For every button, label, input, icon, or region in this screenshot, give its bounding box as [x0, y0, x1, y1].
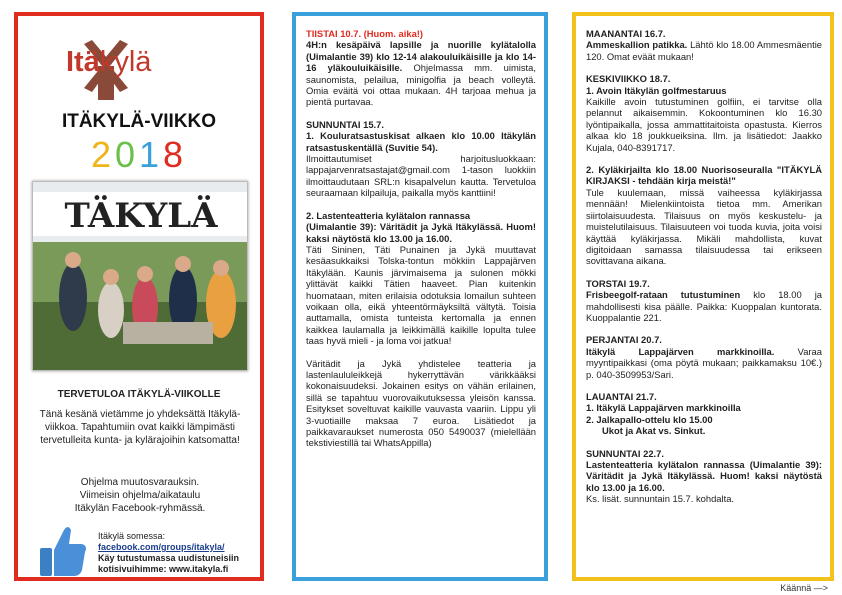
event-subtitle: Ukot ja Akat vs. Sinkut. — [602, 425, 706, 437]
program-panel-1 — [292, 12, 548, 581]
change-notice — [30, 476, 250, 515]
event-description: Täti Sininen, Täti Punainen ja Jykä muuttavat kesäasukkaiksi Tolska-tontun mökkiin Lappajärven Itäkylään. Kaunis järvimaisema ja sulonen mökki ylittävät kaikki Tätien haaveet. Pian kuitenkin huomataan, miten erilaisia odotuksia lomailun suhteen voikaan olla, eikä yhteentörmäyksiltä vältytä. Toisia auttamalla, omista tunteista kertomalla ja ennen kaikkea laulamalla ja leikkimällä kaikille lopulta tulee taas hyvä mieli - ja loma voi jatkua! — [306, 243, 536, 347]
social-info — [98, 531, 258, 575]
event-sunday-3 — [586, 448, 822, 505]
year-digits — [18, 134, 260, 176]
year-digit: 8 — [163, 134, 188, 175]
event-thursday — [586, 278, 822, 324]
event-wednesday-2 — [586, 164, 822, 267]
event-description: Varaa myyntipaikkasi (oma pöytä mukaan; paikkamaksu 10€.) p. 040-3509953/Sari. — [586, 345, 822, 380]
event-title: Itäkylä Lappajärven markkinoilla. — [586, 345, 775, 357]
welcome-text: Tänä kesänä vietämme jo yhdeksättä Itäkylä-viikkoa. Tapahtumiin ovat kaikki lämpimästi tervetulleita kunta- ja kylärajoihin katsomatta! — [39, 409, 241, 446]
event-description: Tule kuulemaan, missä vaiheessa kyläkirjassa mennään! Mielenkiintoista tietoa mm. Amerikan siirtolaisuudesta. Tilaisuus on myös keskustelu- ja muistelutilaisuus. Tilaisuuteen voi tuoda kuvia, joita voisi käyttää kyläkirjassa. Mikäli mahdollista, kuvat digitoidaan samassa tilaisuudessa tai erikseen sovittavana aikana. — [586, 186, 822, 267]
photo-banner-text: TÄKYLÄ — [64, 196, 218, 236]
event-description: Ilmoittautumiset harjoitusluokkaan: lappajarvenratsastajat@gmail.com 1-tason luokkiin ilmoittaudutaan SRL:n kisapalvelun kautta. Tervetuloa seuraamaan kilpailuja, paikalla myös kanttiini! — [306, 153, 536, 199]
year-digit: 1 — [139, 134, 164, 175]
event-description: Kaikille avoin tutustuminen golfiin, ei tarvitse olla pelannut aikaisemmin. Kokoontuminen klo 16.30 lyöntipaikalla, jossa ammattitaitoista opastusta. Kierros alkaa klo 18 joukkueiksina. Ilm. ja lisätiedot: Jaakko Kujala, 040-8391717. — [586, 96, 822, 153]
change-line: Itäkylän Facebook-ryhmässä. — [74, 503, 206, 514]
event-wednesday — [586, 73, 822, 153]
event-sunday-2-more — [306, 358, 536, 449]
event-sunday-2 — [306, 210, 536, 347]
social-heading: Itäkylä somessa: — [98, 531, 166, 541]
year-digit: 0 — [114, 134, 139, 175]
website-link[interactable]: kotisivuihimme: www.itakyla.fi — [98, 564, 229, 574]
event-title: 2. Jalkapallo-ottelu klo 15.00 — [586, 413, 713, 425]
change-line: Ohjelma muutosvarauksin. — [80, 477, 200, 488]
event-date: TORSTAI 19.7. — [586, 277, 650, 289]
welcome-heading: TERVETULOA ITÄKYLÄ-VIIKOLLE — [57, 389, 221, 400]
event-title: 1. Kouluratsastuskisat alkaen klo 10.00 Itäkylän ratsastuskentällä (Suvitie 54). — [306, 130, 536, 153]
program-column-2 — [586, 28, 822, 516]
logo-rest-text: kylä — [99, 46, 152, 78]
event-photo — [32, 181, 248, 371]
turn-page-note: Käännä —> — [780, 583, 828, 593]
event-title: Lastenteatteria kylätalon rannassa (Uimalantie 39): Väritädit ja Jykä Itäkylässä. Huom! kaksi näytöstä klo 13.00 ja 16.00. — [586, 459, 822, 493]
event-date: TIISTAI 10.7. (Huom. aika!) — [306, 28, 424, 39]
event-title: 2. Kyläkirjailta klo 18.00 Nuorisoseuralla "ITÄKYLÄ KIRJAKSI - tehdään kirja meistä!" — [586, 164, 822, 187]
event-date: PERJANTAI 20.7. — [586, 334, 662, 346]
event-saturday — [586, 391, 822, 437]
event-date: SUNNUNTAI 22.7. — [586, 447, 664, 459]
program-column-1 — [306, 28, 536, 460]
logo-bold-text: Itä — [66, 46, 100, 78]
event-monday — [586, 28, 822, 62]
event-title: 2. Lastenteatteria kylätalon rannassa — [306, 209, 471, 221]
event-title: 1. Avoin Itäkylän golfmestaruus — [586, 84, 727, 96]
event-title: 4H:n kesäpäivä lapsille ja nuorille kylätalolla (Uimalantie 39) klo 12-14 alakouluikäisille ja klo 14-16 yläkouluikäisille. — [306, 39, 536, 74]
logo-wordmark — [66, 46, 151, 79]
event-description: klo 18.00 ja mahdollisesti kisa päälle. Paikka: Kuoppalan kuntorata. Kuoppalantie 221. — [586, 289, 822, 323]
page-title: ITÄKYLÄ-VIIKKO — [61, 111, 217, 132]
event-date: SUNNUNTAI 15.7. — [306, 118, 384, 130]
intro-panel — [14, 12, 264, 581]
event-subtitle: (Uimalantie 39): Väritädit ja Jykä Itäkylässä. Huom! kaksi näytöstä klo 13.00 ja 16.00. — [306, 221, 536, 244]
event-date: LAUANTAI 21.7. — [586, 390, 657, 402]
event-title: Ammeskallion patikka. — [586, 39, 688, 51]
event-sunday-1 — [306, 119, 536, 199]
year-digit: 2 — [90, 134, 115, 175]
event-title: Frisbeegolf-rataan tutustuminen — [586, 289, 741, 301]
program-panel-2 — [572, 12, 834, 581]
event-friday — [586, 334, 822, 380]
event-description: Lähtö klo 18.00 Ammesmäentie 120. Omat eväät mukaan! — [586, 39, 822, 62]
event-date: KESKIVIIKKO 18.7. — [586, 73, 671, 85]
event-date: MAANANTAI 16.7. — [586, 28, 666, 39]
event-description: Väritädit ja Jykä yhdistelee teatteria ja lastenlaululeikkejä hykerryttävän värikkääksi kokonaisuudeksi. Jokainen esitys on vähän erilainen, sillä se tapahtuu vuorovaikutuksessa yleisön kanssa. Esitykset soveltuvat kaikille vauvasta vaariin. Lippu yli 3-vuotiaille maksaa 7 euroa. Lisätiedot ja paikkavaraukset numerosta 050 5490037 (mielellään tekstiviestillä tai WhatsAppilla) — [306, 357, 536, 449]
thumbs-up-icon — [38, 524, 88, 578]
event-tuesday — [306, 28, 536, 108]
event-description: Ohjelmassa mm. uimista, saunomista, pelailua, minigolfia ja beach volleytä. Omia eväitä voi ottaa mukaan. 4H tarjoaa mehua ja pientä purtavaa. — [306, 62, 536, 108]
facebook-link[interactable]: facebook.com/groups/itakyla/ — [98, 542, 225, 552]
event-description: Ks. lisät. sunnuntain 15.7. kohdalta. — [586, 493, 735, 505]
website-line: Käy tutustumassa uudistuneisiin — [98, 553, 240, 563]
change-line: Viimeisin ohjelma/aikataulu — [79, 490, 201, 501]
event-title: 1. Itäkylä Lappajärven markkinoilla — [586, 402, 741, 414]
